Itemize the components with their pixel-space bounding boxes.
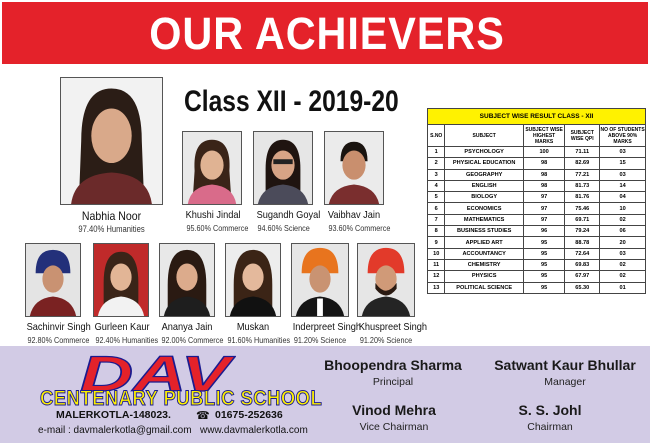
table-cell: 98 xyxy=(523,158,564,169)
table-cell: PHYSICAL EDUCATION xyxy=(445,158,523,169)
table-row xyxy=(428,147,646,158)
table-row xyxy=(428,271,646,282)
official-principal xyxy=(293,357,493,388)
official-name: Vinod Mehra xyxy=(352,402,436,418)
table-cell: 98 xyxy=(523,169,564,180)
school-phone: 01675-252636 xyxy=(215,409,283,421)
table-cell: 3 xyxy=(428,169,445,180)
student-name: Sachinvir Singh xyxy=(26,321,91,333)
table-cell: 69.83 xyxy=(565,259,600,270)
table-cell: 82.69 xyxy=(565,158,600,169)
table-cell: 10 xyxy=(600,203,646,214)
official-chairman xyxy=(450,402,650,433)
table-cell: PHYSICS xyxy=(445,271,523,282)
student-card xyxy=(157,243,224,345)
column-header: SUBJECT xyxy=(445,125,523,147)
student-score: 91.60% Humanities xyxy=(227,335,291,345)
student-name: Nabhia Noor xyxy=(81,209,142,223)
table-cell: 72.64 xyxy=(565,248,600,259)
table-row xyxy=(428,169,646,180)
table-cell: 97 xyxy=(523,203,564,214)
student-card xyxy=(355,243,428,345)
table-cell: 8 xyxy=(428,226,445,237)
student-name: Sugandh Goyal xyxy=(256,209,321,221)
table-cell: 75.46 xyxy=(565,203,600,214)
table-cell: 95 xyxy=(523,248,564,259)
table-cell: 100 xyxy=(523,147,564,158)
table-cell: 77.21 xyxy=(565,169,600,180)
table-row xyxy=(428,192,646,203)
table-cell: 97 xyxy=(523,192,564,203)
student-photo xyxy=(291,243,349,317)
table-cell: MATHEMATICS xyxy=(445,214,523,225)
table-cell: 02 xyxy=(600,259,646,270)
school-name: CENTENARY PUBLIC SCHOOL xyxy=(40,387,323,410)
table-cell: 97 xyxy=(523,214,564,225)
table-cell: BIOLOGY xyxy=(445,192,523,203)
table-cell: 79.24 xyxy=(565,226,600,237)
table-cell: 02 xyxy=(600,214,646,225)
table-cell: BUSINESS STUDIES xyxy=(445,226,523,237)
table-cell: 12 xyxy=(428,271,445,282)
table-cell: CHEMISTRY xyxy=(445,259,523,270)
table-cell: 5 xyxy=(428,192,445,203)
table-cell: 71.11 xyxy=(565,147,600,158)
table-cell: 9 xyxy=(428,237,445,248)
school-email: e-mail : davmalerkotla@gmail.com xyxy=(38,425,192,436)
table-cell: 96 xyxy=(523,226,564,237)
table-header-row xyxy=(428,125,646,147)
table-cell: 81.76 xyxy=(565,192,600,203)
table-cell: 20 xyxy=(600,237,646,248)
student-photo xyxy=(93,243,149,317)
student-card xyxy=(91,243,159,345)
table-row xyxy=(428,248,646,259)
table-row xyxy=(428,282,646,293)
student-name: Khuspreet Singh xyxy=(358,321,428,333)
table-cell: 95 xyxy=(523,271,564,282)
student-score: 92.00% Commerce xyxy=(161,335,224,345)
student-photo xyxy=(253,131,313,205)
table-cell: ENGLISH xyxy=(445,180,523,191)
table-cell: 03 xyxy=(600,147,646,158)
subject-result-table xyxy=(427,108,646,294)
table-cell: 81.73 xyxy=(565,180,600,191)
column-header: NO OF STUDENTS ABOVE 90% MARKS xyxy=(600,126,645,145)
table-caption: SUBJECT WISE RESULT CLASS - XII xyxy=(428,109,646,125)
table-cell: ECONOMICS xyxy=(445,203,523,214)
banner-title: OUR ACHIEVERS xyxy=(149,8,505,59)
table-cell: 69.71 xyxy=(565,214,600,225)
student-card xyxy=(289,243,362,345)
student-card xyxy=(324,131,391,233)
school-address: MALERKOTLA-148023. xyxy=(56,409,171,421)
table-cell: PSYCHOLOGY xyxy=(445,147,523,158)
official-name: Bhoopendra Sharma xyxy=(324,357,462,373)
table-cell: 03 xyxy=(600,248,646,259)
student-photo xyxy=(182,131,242,205)
student-card xyxy=(223,243,291,345)
table-cell: 67.97 xyxy=(565,271,600,282)
student-photo xyxy=(25,243,81,317)
table-cell: APPLIED ART xyxy=(445,237,523,248)
class-title: Class XII - 2019-20 xyxy=(184,85,399,118)
table-row xyxy=(428,237,646,248)
column-header: S.NO xyxy=(428,125,445,147)
table-cell: 03 xyxy=(600,169,646,180)
table-cell: 1 xyxy=(428,147,445,158)
student-photo xyxy=(225,243,281,317)
table-row xyxy=(428,180,646,191)
student-score: 95.60% Commerce xyxy=(186,223,249,233)
table-cell: 95 xyxy=(523,237,564,248)
official-role: Manager xyxy=(544,376,586,388)
student-name: Muskan xyxy=(236,321,270,333)
student-photo xyxy=(324,131,384,205)
phone-icon: ☎ xyxy=(196,410,210,422)
official-manager xyxy=(465,357,650,388)
table-row xyxy=(428,226,646,237)
table-cell: 6 xyxy=(428,203,445,214)
student-card xyxy=(253,131,321,233)
official-role: Principal xyxy=(372,376,414,388)
table-cell: 01 xyxy=(600,282,646,293)
student-score: 91.20% Science xyxy=(293,335,347,345)
student-photo xyxy=(357,243,415,317)
column-header: SUBJECT WISE HIGHEST MARKS xyxy=(525,126,563,145)
table-cell: 95 xyxy=(523,282,564,293)
student-card xyxy=(182,131,249,233)
student-name: Inderpreet Singh xyxy=(292,321,362,333)
banner xyxy=(0,0,650,66)
official-role: Vice Chairman xyxy=(359,421,429,433)
table-cell: 88.78 xyxy=(565,237,600,248)
table-cell: 13 xyxy=(428,282,445,293)
student-name: Vaibhav Jain xyxy=(327,209,381,221)
table-cell: 06 xyxy=(600,226,646,237)
table-row xyxy=(428,214,646,225)
table-row xyxy=(428,259,646,270)
table-cell: 4 xyxy=(428,180,445,191)
table-cell: 95 xyxy=(523,259,564,270)
table-cell: 02 xyxy=(600,271,646,282)
student-photo xyxy=(159,243,215,317)
student-score: 93.60% Commerce xyxy=(328,223,391,233)
table-cell: 65.30 xyxy=(565,282,600,293)
student-score: 94.60% Science xyxy=(257,223,310,233)
table-cell: POLITICAL SCIENCE xyxy=(445,282,523,293)
column-header: SUBJECT WISE QPI xyxy=(565,125,600,147)
table-body xyxy=(428,147,646,294)
table-cell: 98 xyxy=(523,180,564,191)
student-card xyxy=(23,243,91,345)
topper-card xyxy=(60,77,163,237)
student-score: 97.40% Humanities xyxy=(78,224,145,234)
table-cell: 04 xyxy=(600,192,646,203)
dav-logo-text: DAV xyxy=(80,351,236,395)
official-name: S. S. Johl xyxy=(518,402,582,418)
topper-photo xyxy=(60,77,163,205)
student-score: 91.20% Science xyxy=(359,335,413,345)
student-score: 92.80% Commerce xyxy=(27,335,90,345)
official-role: Chairman xyxy=(527,421,573,433)
table-cell: 7 xyxy=(428,214,445,225)
table-cell: 15 xyxy=(600,158,646,169)
student-name: Khushi Jindal xyxy=(185,209,241,221)
table-cell: 10 xyxy=(428,248,445,259)
table-row xyxy=(428,203,646,214)
school-website: www.davmalerkotla.com xyxy=(200,425,308,436)
table-cell: 2 xyxy=(428,158,445,169)
table-row xyxy=(428,158,646,169)
table-cell: GEOGRAPHY xyxy=(445,169,523,180)
student-name: Ananya Jain xyxy=(161,321,213,333)
table-cell: 11 xyxy=(428,259,445,270)
table-cell: ACCOUNTANCY xyxy=(445,248,523,259)
table-cell: 14 xyxy=(600,180,646,191)
student-score: 92.40% Humanities xyxy=(95,335,159,345)
student-name: Gurleen Kaur xyxy=(94,321,150,333)
official-name: Satwant Kaur Bhullar xyxy=(494,357,636,373)
